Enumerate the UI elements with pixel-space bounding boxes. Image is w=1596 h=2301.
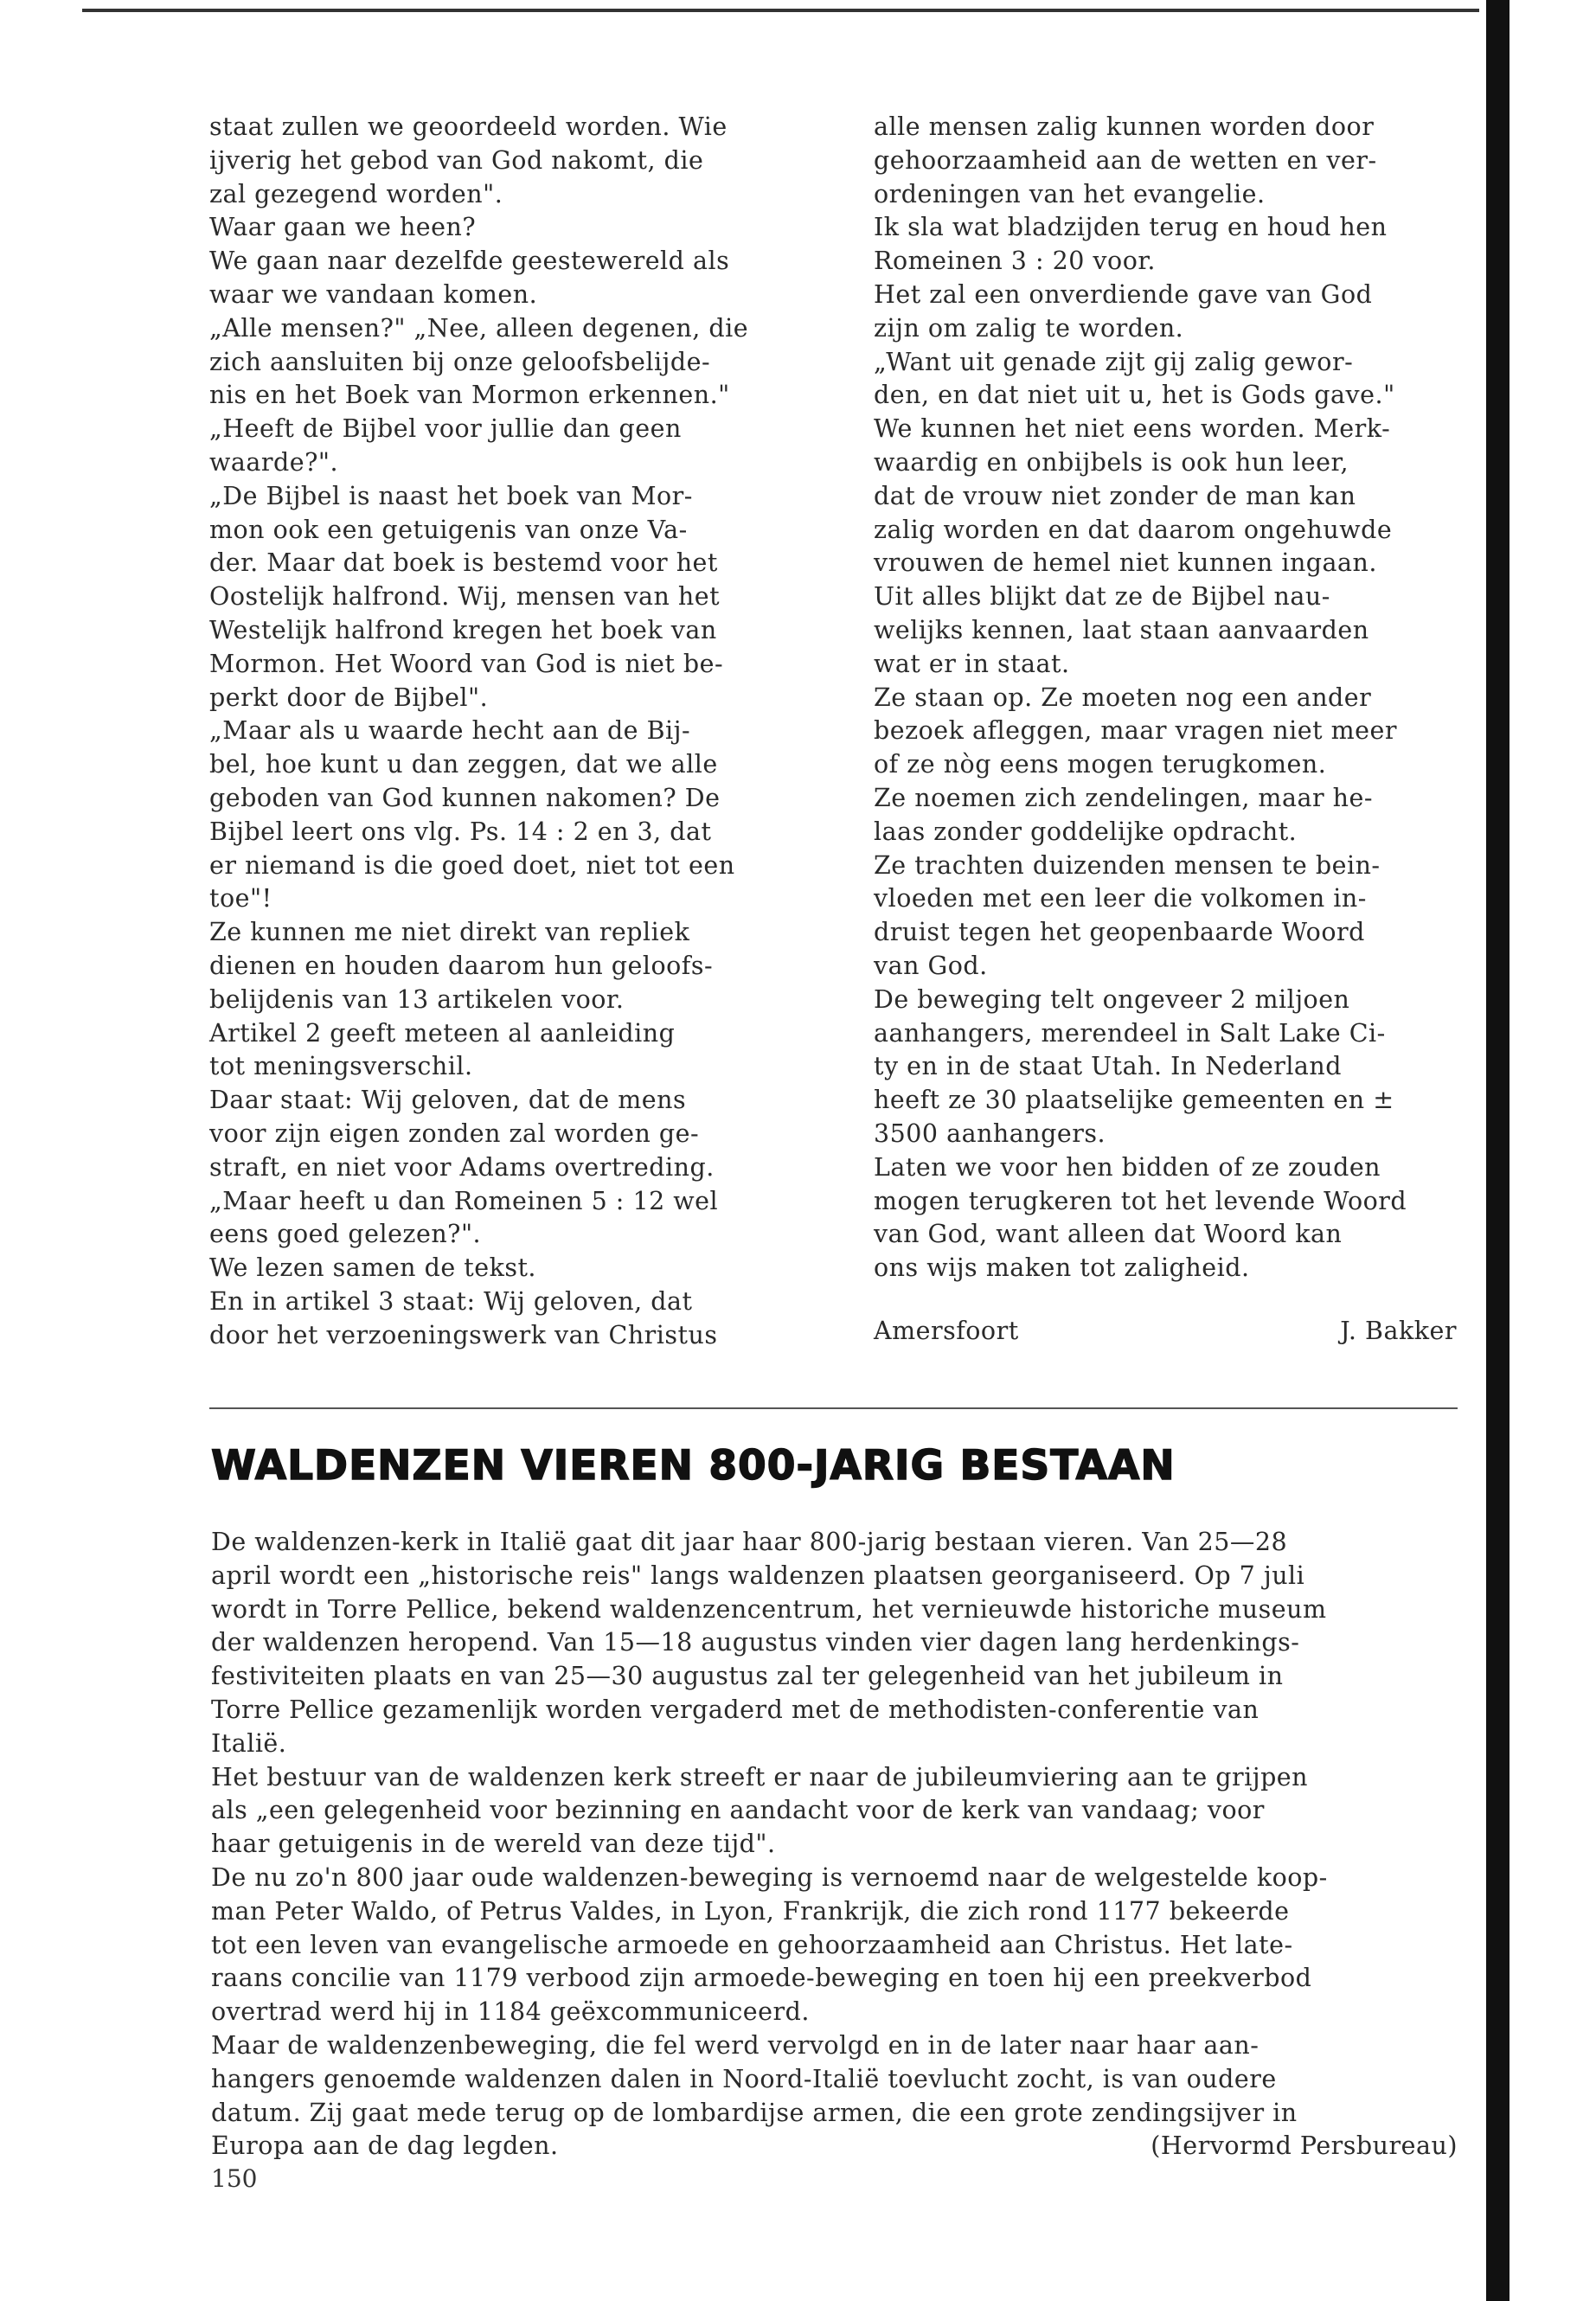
- text-line: wordt in Torre Pellice, bekend waldenzencentrum, het vernieuwde historiche museum: [211, 1594, 1327, 1624]
- signoff-author: J. Bakker: [1340, 1317, 1457, 1345]
- text-line: wat er in staat.: [874, 649, 1070, 678]
- text-line: nis en het Boek van Mormon erkennen.": [209, 381, 730, 410]
- text-line: De beweging telt ongeveer 2 miljoen: [874, 984, 1350, 1014]
- article-credit: (Hervormd Persbureau): [1151, 2131, 1458, 2161]
- text-line: man Peter Waldo, of Petrus Valdes, in Lyon, Frankrijk, die zich rond 1177 bekeerde: [211, 1896, 1290, 1926]
- text-line: Oostelijk halfrond. Wij, mensen van het: [209, 582, 721, 612]
- text-line: dienen en houden daarom hun geloofs-: [209, 951, 714, 980]
- text-line: Ze noemen zich zendelingen, maar he-: [874, 783, 1373, 812]
- text-line: dat de vrouw niet zonder de man kan: [874, 481, 1356, 510]
- text-line: 3500 aanhangers.: [874, 1118, 1106, 1148]
- text-line: aanhangers, merendeel in Salt Lake Ci-: [874, 1018, 1386, 1048]
- text-line: toe"!: [209, 884, 272, 913]
- text-line: voor zijn eigen zonden zal worden ge-: [209, 1118, 700, 1148]
- text-line: We gaan naar dezelfde geestewereld als: [209, 247, 730, 276]
- text-line: „Heeft de Bijbel voor jullie dan geen: [209, 414, 682, 444]
- text-line: Het bestuur van de waldenzen kerk streeft er naar de jubileumviering aan te grijpen: [211, 1762, 1309, 1791]
- text-line: Romeinen 3 : 20 voor.: [874, 247, 1156, 276]
- article-signoff: [874, 1315, 1457, 1349]
- left-column: [209, 111, 884, 1352]
- text-line: festiviteiten plaats en van 25—30 augustus zal ter gelegenheid van het jubileum in: [211, 1662, 1284, 1691]
- text-line: perkt door de Bijbel".: [209, 683, 489, 712]
- text-line: Westelijk halfrond kregen het boek van: [209, 615, 717, 644]
- page-edge-bar: [1486, 0, 1509, 2301]
- text-line: of ze nòg eens mogen terugkomen.: [874, 750, 1327, 779]
- text-line: zalig worden en dat daarom ongehuwde: [874, 515, 1393, 544]
- page-number: 150: [211, 2164, 258, 2193]
- text-line: vloeden met een leer die volkomen in-: [874, 884, 1367, 913]
- text-line: vrouwen de hemel niet kunnen ingaan.: [874, 548, 1377, 578]
- text-line: zich aansluiten bij onze geloofsbelijde-: [209, 347, 711, 376]
- text-line: der. Maar dat boek is bestemd voor het: [209, 548, 718, 578]
- text-line: mogen terugkeren tot het levende Woord: [874, 1186, 1407, 1215]
- text-line: mon ook een getuigenis van onze Va-: [209, 515, 688, 544]
- article-headline: WALDENZEN VIEREN 800-JARIG BESTAAN: [211, 1442, 1176, 1490]
- text-line: Maar de waldenzenbeweging, die fel werd vervolgd en in de later naar haar aan-: [211, 2030, 1259, 2060]
- text-line: staat zullen we geoordeeld worden. Wie: [209, 112, 727, 141]
- signoff-place: Amersfoort: [874, 1317, 1019, 1345]
- text-line: druist tegen het geopenbaarde Woord: [874, 918, 1365, 947]
- text-line: waarde?".: [209, 447, 339, 477]
- text-line: Daar staat: Wij geloven, dat de mens: [209, 1086, 687, 1115]
- text-line: eens goed gelezen?".: [209, 1220, 482, 1249]
- text-line: „Maar heeft u dan Romeinen 5 : 12 wel: [209, 1186, 719, 1215]
- text-line: zijn om zalig te worden.: [874, 313, 1184, 343]
- text-line: straft, en niet voor Adams overtreding.: [209, 1152, 715, 1182]
- text-line: raans concilie van 1179 verbood zijn armoede-beweging en toen hij een preekverbod: [211, 1964, 1312, 1993]
- text-line: er niemand is die goed doet, niet tot een: [209, 850, 735, 880]
- text-line: Bijbel leert ons vlg. Ps. 14 : 2 en 3, dat: [209, 817, 712, 846]
- text-line: Uit alles blijkt dat ze de Bijbel nau-: [874, 582, 1330, 612]
- text-line: zal gezegend worden".: [209, 179, 503, 208]
- text-line: We lezen samen de tekst.: [209, 1253, 536, 1283]
- text-line: van God.: [874, 951, 988, 980]
- text-line: bezoek afleggen, maar vragen niet meer: [874, 716, 1397, 746]
- text-line: datum. Zij gaat mede terug op de lombardijse armen, die een grote zendingsijver in: [211, 2098, 1298, 2127]
- text-line: De nu zo'n 800 jaar oude waldenzen-beweging is vernoemd naar de welgestelde koop-: [211, 1862, 1328, 1892]
- text-line: ons wijs maken tot zaligheid.: [874, 1253, 1250, 1283]
- text-line: Het zal een onverdiende gave van God: [874, 279, 1373, 309]
- text-line: Ze kunnen me niet direkt van repliek: [209, 918, 690, 947]
- text-line: alle mensen zalig kunnen worden door: [874, 112, 1375, 141]
- text-line: waardig en onbijbels is ook hun leer,: [874, 447, 1349, 477]
- right-column: [874, 111, 1457, 1285]
- text-line: „Maar als u waarde hecht aan de Bij-: [209, 716, 691, 746]
- text-line: geboden van God kunnen nakomen? De: [209, 783, 721, 812]
- text-line: ordeningen van het evangelie.: [874, 179, 1266, 208]
- text-line: Ik sla wat bladzijden terug en houd hen: [874, 213, 1388, 242]
- text-line: Waar gaan we heen?: [209, 213, 477, 242]
- text-line: ty en in de staat Utah. In Nederland: [874, 1052, 1343, 1081]
- text-line: Laten we voor hen bidden of ze zouden: [874, 1152, 1381, 1182]
- text-line: hangers genoemde waldenzen dalen in Noord-Italië toevlucht zocht, is van oudere: [211, 2064, 1277, 2093]
- text-line: heeft ze 30 plaatselijke gemeenten en ±: [874, 1086, 1394, 1115]
- text-line: „Want uit genade zijt gij zalig gewor-: [874, 347, 1354, 376]
- text-line: Ze trachten duizenden mensen te bein-: [874, 850, 1381, 880]
- text-line: tot een leven van evangelische armoede en gehoorzaamheid aan Christus. Het late-: [211, 1930, 1293, 1959]
- text-line: tot meningsverschil.: [209, 1052, 473, 1081]
- text-line: ijverig het gebod van God nakomt, die: [209, 145, 704, 175]
- text-line: Ze staan op. Ze moeten nog een ander: [874, 683, 1372, 712]
- text-line: „De Bijbel is naast het boek van Mor-: [209, 481, 693, 510]
- text-line: laas zonder goddelijke opdracht.: [874, 817, 1298, 846]
- article-body: [211, 1526, 1458, 2163]
- text-line: den, en dat niet uit u, het is Gods gave.": [874, 381, 1395, 410]
- text-line: Europa aan de dag legden.: [211, 2131, 559, 2161]
- text-line: haar getuigenis in de wereld van deze tijd".: [211, 1830, 776, 1859]
- text-line: der waldenzen heropend. Van 15—18 augustus vinden vier dagen lang herdenkings-: [211, 1628, 1300, 1657]
- text-line: van God, want alleen dat Woord kan: [874, 1220, 1343, 1249]
- text-line: bel, hoe kunt u dan zeggen, dat we alle: [209, 750, 718, 779]
- text-line: welijks kennen, laat staan aanvaarden: [874, 615, 1369, 644]
- text-line: Artikel 2 geeft meteen al aanleiding: [209, 1018, 676, 1048]
- text-line: gehoorzaamheid aan de wetten en ver-: [874, 145, 1377, 175]
- text-line: door het verzoeningswerk van Christus: [209, 1320, 718, 1349]
- text-line: We kunnen het niet eens worden. Merk-: [874, 414, 1391, 444]
- section-divider: [209, 1407, 1458, 1409]
- text-line: waar we vandaan komen.: [209, 279, 538, 309]
- text-line: De waldenzen-kerk in Italië gaat dit jaar haar 800-jarig bestaan vieren. Van 25—28: [211, 1528, 1288, 1556]
- article-final-line: [211, 2130, 1458, 2163]
- text-line: En in artikel 3 staat: Wij geloven, dat: [209, 1286, 693, 1316]
- text-line: overtrad werd hij in 1184 geëxcommuniceerd.: [211, 1997, 810, 2027]
- text-line: april wordt een „historische reis" langs waldenzen plaatsen georganiseerd. Op 7 juli: [211, 1561, 1305, 1590]
- text-line: Italië.: [211, 1728, 287, 1758]
- text-line: belijdenis van 13 artikelen voor.: [209, 984, 625, 1014]
- top-rule: [82, 9, 1479, 12]
- text-line: als „een gelegenheid voor bezinning en aandacht voor de kerk van vandaag; voor: [211, 1796, 1265, 1825]
- text-line: Mormon. Het Woord van God is niet be-: [209, 649, 724, 678]
- text-line: Torre Pellice gezamenlijk worden vergaderd met de methodisten-conferentie van: [211, 1695, 1259, 1724]
- text-line: „Alle mensen?" „Nee, alleen degenen, die: [209, 313, 749, 343]
